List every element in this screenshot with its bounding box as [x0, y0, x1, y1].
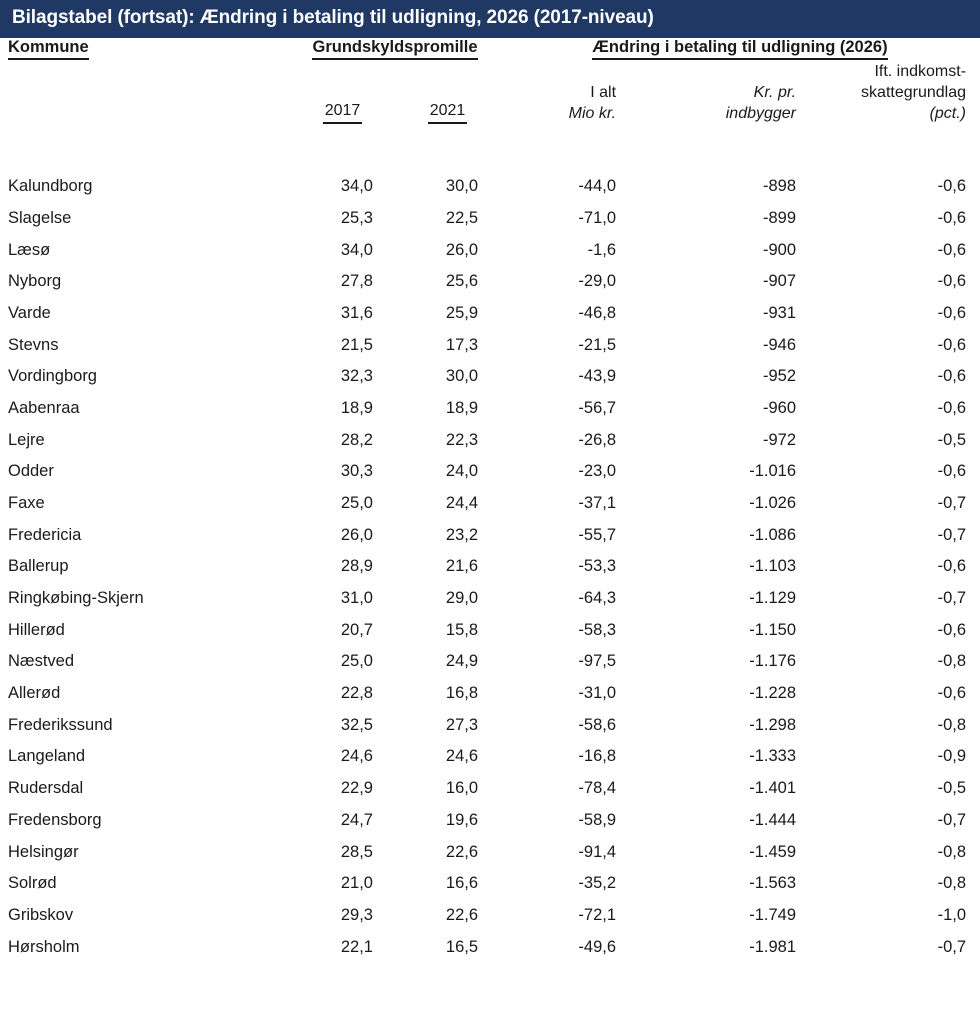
- subheader-ialt: [500, 62, 630, 125]
- table-body: [0, 171, 980, 963]
- table-row: [0, 583, 980, 615]
- cell-promille-2017: 31,6: [340, 304, 373, 323]
- cell-ialt-mio-kr: -72,1: [578, 905, 617, 924]
- cell-promille-2017: 28,2: [340, 430, 373, 449]
- table-row: [0, 932, 980, 964]
- cell-kr-pr-indbygger: -1.016: [749, 462, 797, 481]
- cell-ialt-mio-kr: -78,4: [578, 779, 617, 798]
- table-row: [0, 456, 980, 488]
- subheader-ialt-line2: Mio kr.: [568, 104, 617, 122]
- cell-promille-2017: 34,0: [340, 177, 373, 196]
- table-row: [0, 868, 980, 900]
- subheader-kr-pr-indbygger: [630, 62, 810, 125]
- column-header-kommune-label: Kommune: [8, 38, 89, 60]
- column-header-grundskyldspromille: [290, 38, 500, 62]
- cell-ift-skattegrundlag: -0,6: [937, 209, 967, 228]
- cell-kommune: Næstved: [8, 652, 75, 671]
- table-head: [0, 38, 980, 171]
- cell-promille-2017: 24,7: [340, 810, 373, 829]
- cell-kr-pr-indbygger: -1.129: [749, 589, 797, 608]
- subheader-2021-label: 2021: [428, 101, 468, 125]
- table-row: [0, 171, 980, 203]
- cell-promille-2021: 24,0: [445, 462, 479, 481]
- cell-promille-2021: 16,0: [445, 779, 479, 798]
- cell-kr-pr-indbygger: -898: [762, 177, 797, 196]
- cell-kommune: Lejre: [8, 430, 45, 449]
- table-row: [0, 773, 980, 805]
- cell-ialt-mio-kr: -55,7: [578, 525, 617, 544]
- cell-promille-2021: 16,5: [445, 937, 479, 956]
- cell-ialt-mio-kr: -21,5: [578, 335, 617, 354]
- cell-ift-skattegrundlag: -0,6: [937, 304, 967, 323]
- subheader-ift-line2: skattegrundlag: [861, 83, 967, 101]
- cell-ift-skattegrundlag: -0,7: [937, 525, 967, 544]
- cell-promille-2021: 27,3: [445, 715, 479, 734]
- cell-kr-pr-indbygger: -1.150: [749, 620, 797, 639]
- cell-kommune: Frederikssund: [8, 715, 113, 734]
- cell-ift-skattegrundlag: -0,6: [937, 177, 967, 196]
- cell-kr-pr-indbygger: -1.086: [749, 525, 797, 544]
- cell-kr-pr-indbygger: -960: [762, 399, 797, 418]
- cell-promille-2021: 15,8: [445, 620, 479, 639]
- table-row: [0, 266, 980, 298]
- cell-promille-2021: 24,6: [445, 747, 479, 766]
- cell-promille-2021: 22,5: [445, 209, 479, 228]
- cell-ift-skattegrundlag: -0,9: [937, 747, 967, 766]
- cell-ialt-mio-kr: -16,8: [578, 747, 617, 766]
- cell-promille-2017: 21,0: [340, 874, 373, 893]
- cell-kr-pr-indbygger: -1.103: [749, 557, 797, 576]
- table-row: [0, 741, 980, 773]
- cell-kommune: Slagelse: [8, 209, 72, 228]
- cell-kr-pr-indbygger: -972: [762, 430, 797, 449]
- cell-promille-2017: 26,0: [340, 525, 373, 544]
- cell-ift-skattegrundlag: -0,6: [937, 684, 967, 703]
- data-table: [0, 38, 980, 963]
- cell-kr-pr-indbygger: -946: [762, 335, 797, 354]
- cell-promille-2017: 28,5: [340, 842, 373, 861]
- cell-kommune: Solrød: [8, 874, 57, 893]
- cell-kommune: Gribskov: [8, 905, 74, 924]
- cell-kr-pr-indbygger: -952: [762, 367, 797, 386]
- cell-kr-pr-indbygger: -900: [762, 240, 797, 259]
- cell-promille-2017: 20,7: [340, 620, 373, 639]
- table-row: [0, 805, 980, 837]
- cell-kommune: Vordingborg: [8, 367, 97, 386]
- column-header-kommune: [0, 38, 290, 62]
- spacer-cell: [0, 125, 980, 171]
- cell-ift-skattegrundlag: -0,5: [937, 779, 967, 798]
- cell-ift-skattegrundlag: -0,6: [937, 620, 967, 639]
- table-row: [0, 837, 980, 869]
- cell-promille-2017: 31,0: [340, 589, 373, 608]
- cell-promille-2021: 17,3: [445, 335, 479, 354]
- cell-ialt-mio-kr: -58,6: [578, 715, 617, 734]
- table-row: [0, 678, 980, 710]
- subheader-kr-line2: indbygger: [725, 104, 797, 122]
- cell-ialt-mio-kr: -44,0: [578, 177, 617, 196]
- cell-ialt-mio-kr: -31,0: [578, 684, 617, 703]
- cell-ift-skattegrundlag: -0,6: [937, 240, 967, 259]
- cell-ift-skattegrundlag: -0,6: [937, 557, 967, 576]
- cell-kr-pr-indbygger: -1.298: [749, 715, 797, 734]
- cell-kommune: Varde: [8, 304, 51, 323]
- subheader-ialt-line1: I alt: [590, 83, 617, 101]
- cell-ialt-mio-kr: -97,5: [578, 652, 617, 671]
- cell-ialt-mio-kr: -23,0: [578, 462, 617, 481]
- cell-ift-skattegrundlag: -0,6: [937, 272, 967, 291]
- table-row: [0, 393, 980, 425]
- cell-ift-skattegrundlag: -0,7: [937, 810, 967, 829]
- cell-kr-pr-indbygger: -1.444: [749, 810, 797, 829]
- cell-ialt-mio-kr: -26,8: [578, 430, 617, 449]
- subheader-2017-label: 2017: [323, 101, 363, 125]
- cell-kommune: Stevns: [8, 335, 59, 354]
- cell-promille-2021: 16,8: [445, 684, 479, 703]
- cell-ialt-mio-kr: -37,1: [578, 494, 617, 513]
- cell-promille-2017: 21,5: [340, 335, 373, 354]
- cell-kommune: Kalundborg: [8, 177, 93, 196]
- cell-promille-2017: 18,9: [340, 399, 373, 418]
- table-row: [0, 361, 980, 393]
- cell-promille-2017: 25,0: [340, 494, 373, 513]
- cell-promille-2017: 24,6: [340, 747, 373, 766]
- column-header-aendring-label: Ændring i betaling til udligning (2026): [592, 38, 887, 60]
- cell-kommune: Fredensborg: [8, 810, 102, 829]
- page-title: Bilagstabel (fortsat): Ændring i betaling til udligning, 2026 (2017-niveau): [0, 0, 980, 38]
- header-row-group: [0, 38, 980, 62]
- cell-promille-2017: 22,1: [340, 937, 373, 956]
- cell-kr-pr-indbygger: -1.563: [749, 874, 797, 893]
- cell-ift-skattegrundlag: -0,7: [937, 937, 967, 956]
- cell-promille-2021: 24,9: [445, 652, 479, 671]
- table-row: [0, 488, 980, 520]
- cell-ialt-mio-kr: -71,0: [578, 209, 617, 228]
- cell-kr-pr-indbygger: -907: [762, 272, 797, 291]
- cell-promille-2021: 16,6: [445, 874, 479, 893]
- table-row: [0, 520, 980, 552]
- cell-promille-2017: 25,0: [340, 652, 373, 671]
- table-row: [0, 425, 980, 457]
- cell-ift-skattegrundlag: -0,8: [937, 652, 967, 671]
- cell-promille-2021: 25,9: [445, 304, 479, 323]
- cell-kr-pr-indbygger: -1.176: [749, 652, 797, 671]
- subheader-ift-line1: Ift. indkomst-: [874, 63, 967, 80]
- cell-ift-skattegrundlag: -0,6: [937, 399, 967, 418]
- cell-promille-2021: 29,0: [445, 589, 479, 608]
- cell-kommune: Læsø: [8, 240, 51, 259]
- subheader-ift-indkomstskattegrundlag: [810, 62, 980, 125]
- cell-kommune: Langeland: [8, 747, 86, 766]
- cell-promille-2021: 24,4: [445, 494, 479, 513]
- cell-kr-pr-indbygger: -1.749: [749, 905, 797, 924]
- cell-ift-skattegrundlag: -0,5: [937, 430, 967, 449]
- cell-promille-2021: 22,6: [445, 842, 479, 861]
- column-header-aendring: [500, 38, 980, 62]
- cell-promille-2017: 30,3: [340, 462, 373, 481]
- cell-ialt-mio-kr: -29,0: [578, 272, 617, 291]
- cell-ift-skattegrundlag: -0,8: [937, 715, 967, 734]
- cell-ift-skattegrundlag: -0,8: [937, 842, 967, 861]
- cell-promille-2017: 25,3: [340, 209, 373, 228]
- table-row: [0, 298, 980, 330]
- cell-kommune: Rudersdal: [8, 779, 84, 798]
- cell-ift-skattegrundlag: -0,7: [937, 494, 967, 513]
- subheader-row: [0, 62, 980, 125]
- cell-promille-2017: 29,3: [340, 905, 373, 924]
- cell-promille-2017: 32,5: [340, 715, 373, 734]
- cell-ift-skattegrundlag: -0,7: [937, 589, 967, 608]
- subheader-empty: [0, 62, 290, 125]
- cell-ift-skattegrundlag: -0,6: [937, 367, 967, 386]
- cell-promille-2021: 25,6: [445, 272, 479, 291]
- cell-kr-pr-indbygger: -1.228: [749, 684, 797, 703]
- subheader-2017: [290, 62, 395, 125]
- cell-kommune: Odder: [8, 462, 54, 481]
- subheader-ift-line3: (pct.): [929, 104, 967, 122]
- table-row: [0, 235, 980, 267]
- cell-ialt-mio-kr: -49,6: [578, 937, 617, 956]
- cell-promille-2021: 26,0: [445, 240, 479, 259]
- cell-ift-skattegrundlag: -1,0: [937, 905, 967, 924]
- cell-promille-2021: 18,9: [445, 399, 479, 418]
- cell-ialt-mio-kr: -1,6: [587, 240, 617, 259]
- cell-kommune: Aabenraa: [8, 399, 80, 418]
- cell-ialt-mio-kr: -58,3: [578, 620, 617, 639]
- cell-promille-2021: 19,6: [445, 810, 479, 829]
- cell-kommune: Ballerup: [8, 557, 69, 576]
- cell-promille-2021: 22,3: [445, 430, 479, 449]
- cell-kommune: Hillerød: [8, 620, 65, 639]
- cell-kommune: Hørsholm: [8, 937, 80, 956]
- cell-promille-2017: 22,9: [340, 779, 373, 798]
- header-body-spacer: [0, 125, 980, 171]
- cell-kr-pr-indbygger: -1.333: [749, 747, 797, 766]
- table-row: [0, 615, 980, 647]
- cell-kommune: Helsingør: [8, 842, 79, 861]
- cell-kr-pr-indbygger: -1.026: [749, 494, 797, 513]
- cell-promille-2021: 30,0: [445, 367, 479, 386]
- cell-ialt-mio-kr: -46,8: [578, 304, 617, 323]
- table-row: [0, 900, 980, 932]
- cell-kr-pr-indbygger: -1.401: [749, 779, 797, 798]
- cell-kommune: Ringkøbing-Skjern: [8, 589, 144, 608]
- cell-ialt-mio-kr: -91,4: [578, 842, 617, 861]
- column-header-grundskyldspromille-label: Grundskyldspromille: [312, 38, 477, 60]
- cell-promille-2017: 32,3: [340, 367, 373, 386]
- cell-kr-pr-indbygger: -899: [762, 209, 797, 228]
- cell-ialt-mio-kr: -58,9: [578, 810, 617, 829]
- cell-promille-2017: 22,8: [340, 684, 373, 703]
- table-row: [0, 646, 980, 678]
- cell-promille-2021: 21,6: [445, 557, 479, 576]
- cell-promille-2017: 27,8: [340, 272, 373, 291]
- table-row: [0, 551, 980, 583]
- cell-ialt-mio-kr: -64,3: [578, 589, 617, 608]
- cell-kommune: Nyborg: [8, 272, 62, 291]
- subheader-kr-line1: Kr. pr.: [753, 83, 797, 101]
- cell-promille-2021: 23,2: [445, 525, 479, 544]
- cell-ialt-mio-kr: -56,7: [578, 399, 617, 418]
- cell-kr-pr-indbygger: -931: [762, 304, 797, 323]
- table-row: [0, 330, 980, 362]
- cell-kommune: Faxe: [8, 494, 45, 513]
- subheader-2021: [395, 62, 500, 125]
- cell-kr-pr-indbygger: -1.981: [749, 937, 797, 956]
- table-row: [0, 203, 980, 235]
- cell-promille-2017: 28,9: [340, 557, 373, 576]
- cell-promille-2021: 22,6: [445, 905, 479, 924]
- cell-ift-skattegrundlag: -0,6: [937, 462, 967, 481]
- cell-kr-pr-indbygger: -1.459: [749, 842, 797, 861]
- cell-ialt-mio-kr: -53,3: [578, 557, 617, 576]
- table-row: [0, 710, 980, 742]
- cell-promille-2017: 34,0: [340, 240, 373, 259]
- cell-ift-skattegrundlag: -0,8: [937, 874, 967, 893]
- cell-kommune: Fredericia: [8, 525, 82, 544]
- cell-ialt-mio-kr: -35,2: [578, 874, 617, 893]
- cell-kommune: Allerød: [8, 684, 61, 703]
- cell-ift-skattegrundlag: -0,6: [937, 335, 967, 354]
- cell-promille-2021: 30,0: [445, 177, 479, 196]
- cell-ialt-mio-kr: -43,9: [578, 367, 617, 386]
